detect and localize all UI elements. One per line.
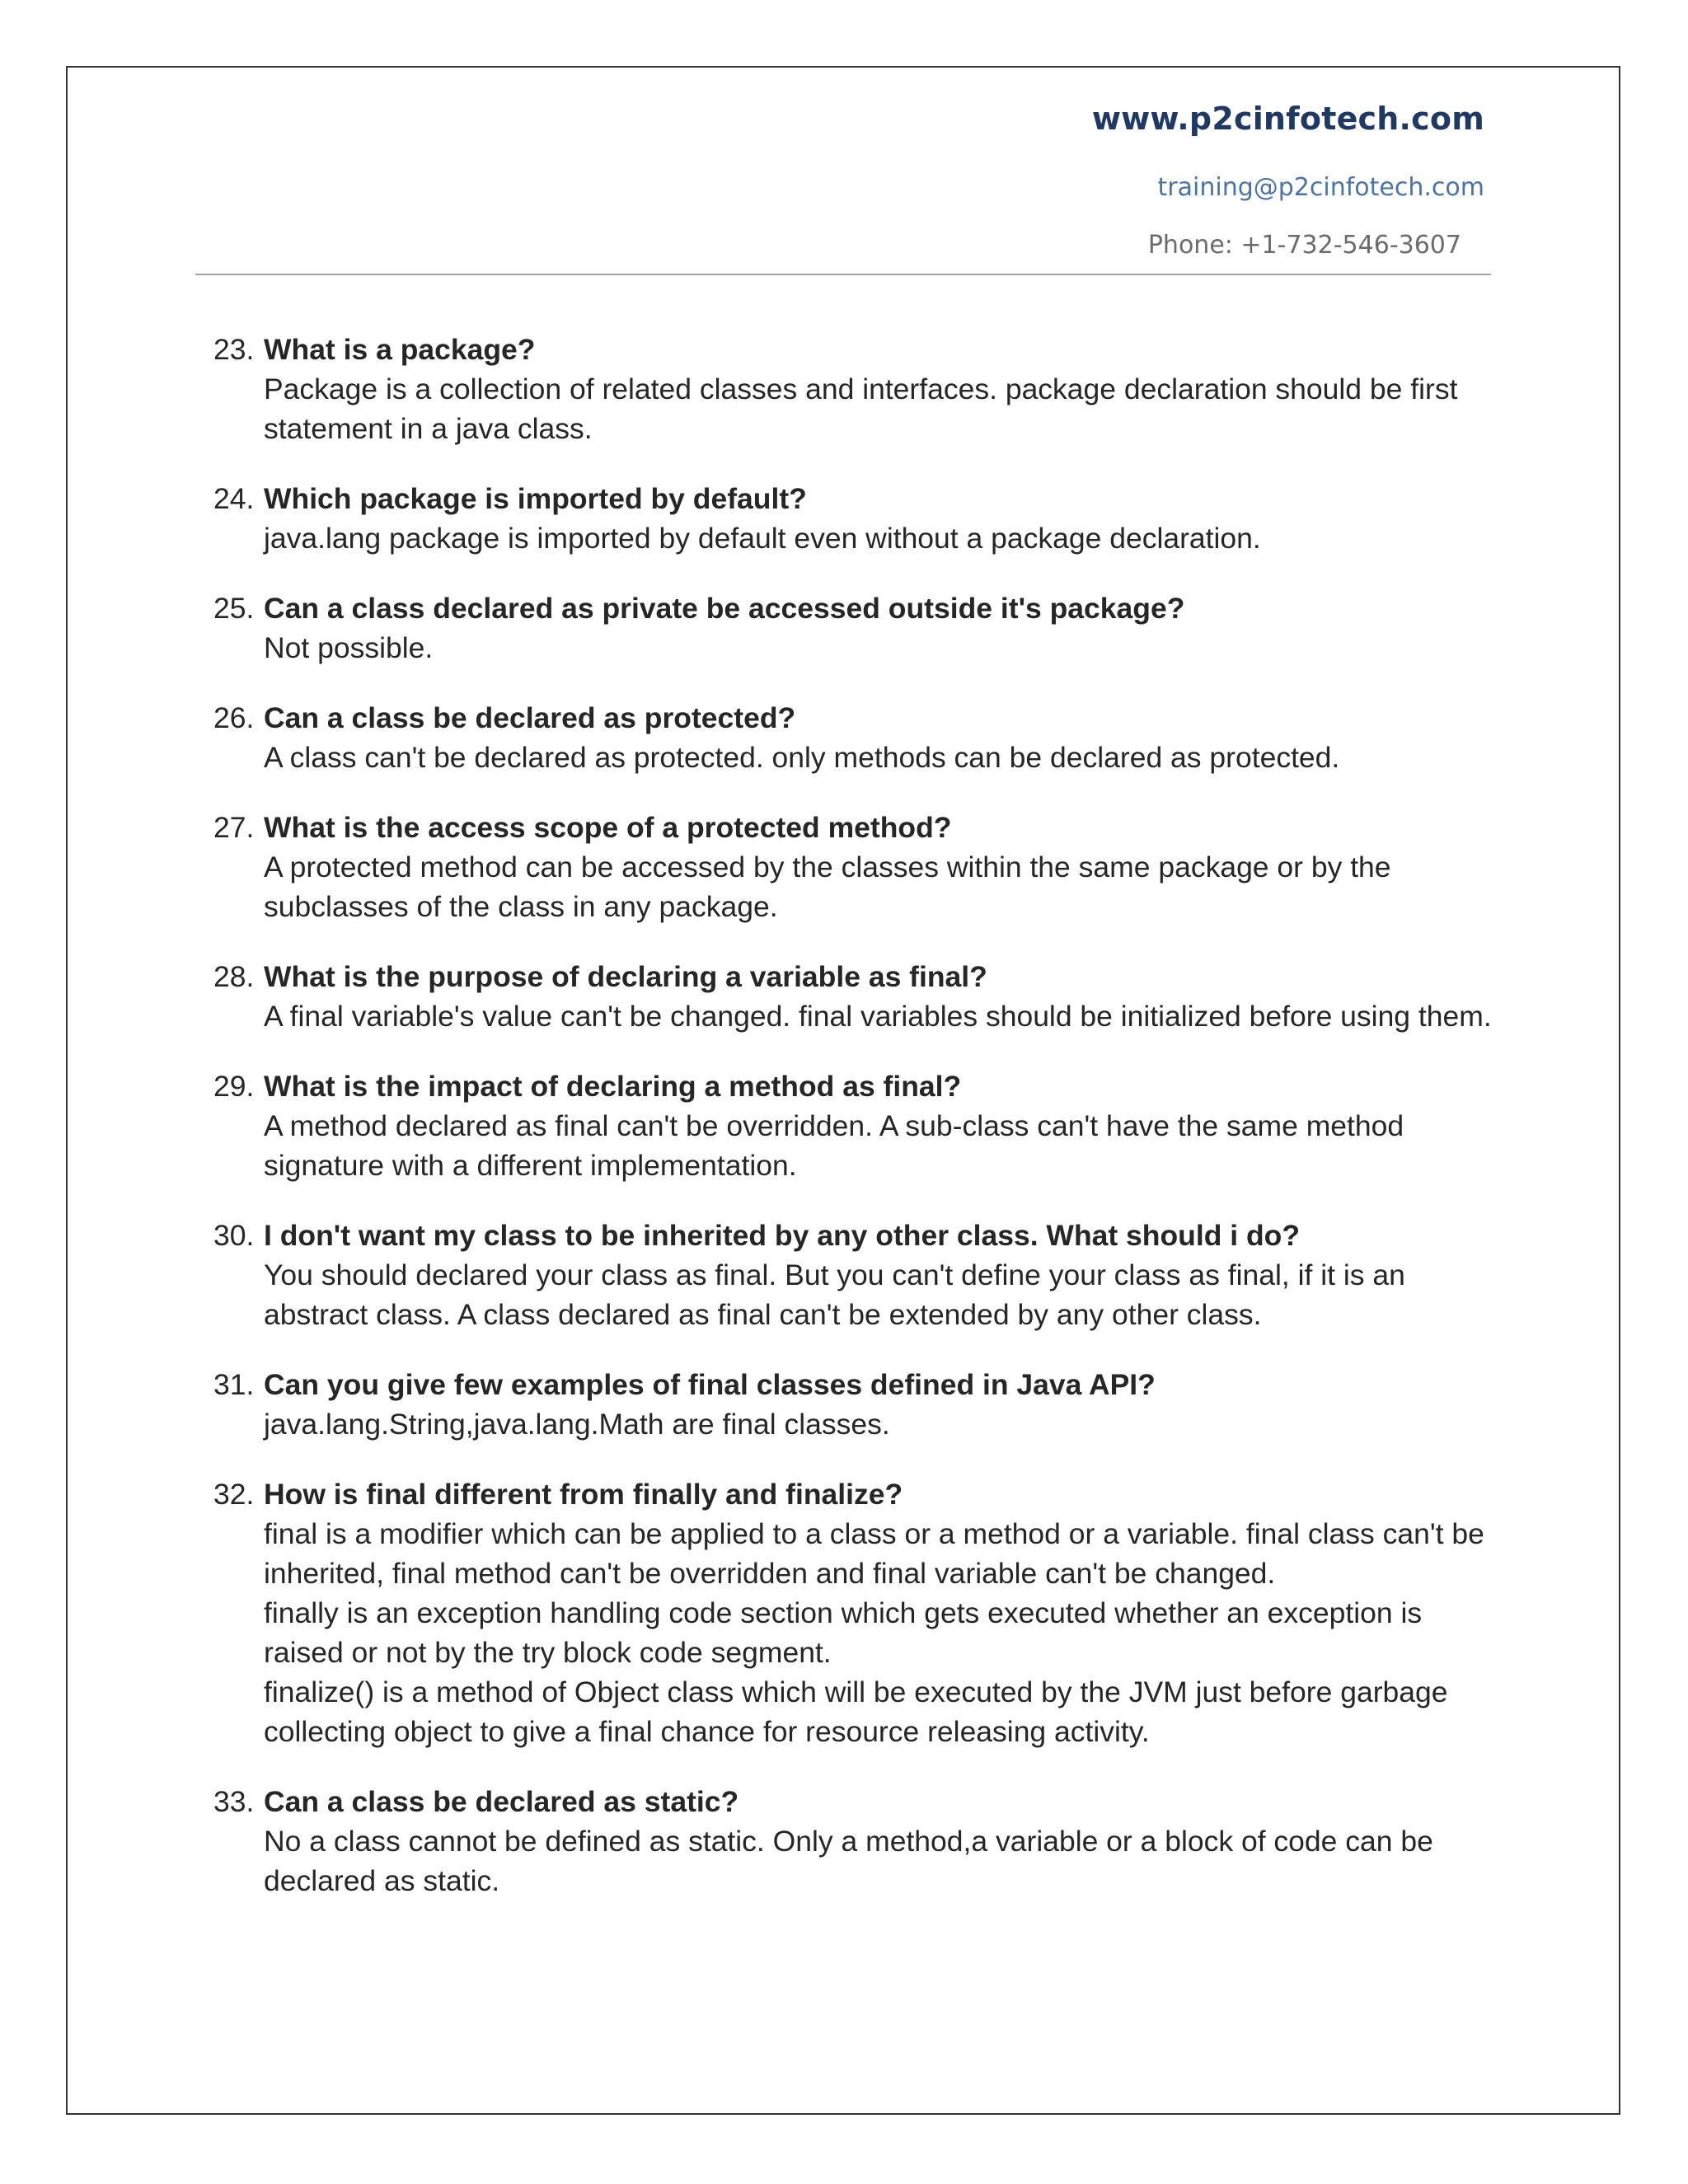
- question-text: What is the impact of declaring a method as final?: [264, 1070, 962, 1103]
- answer-text: You should declared your class as final. But you can't define your class as final, if it is an abstract class. A class declared as final can't be extended by any other class.: [264, 1258, 1405, 1331]
- website-url: www.p2cinfotech.com: [1091, 101, 1484, 137]
- question-number: 26.: [213, 701, 255, 734]
- contact-phone: Phone: +1-732-546-3607: [1147, 231, 1461, 260]
- qa-item: [210, 957, 1504, 1036]
- question-text: What is the access scope of a protected method?: [264, 811, 952, 844]
- qa-item: [210, 479, 1504, 558]
- question-number: 27.: [213, 811, 255, 844]
- question-text: Can a class be declared as protected?: [264, 701, 796, 734]
- qa-item: [210, 1066, 1504, 1185]
- answer-text: finally is an exception handling code section which gets executed whether an exception is raised or not by the try block code segment.: [264, 1596, 1423, 1669]
- answer-text: java.lang package is imported by default even without a package declaration.: [264, 522, 1261, 555]
- qa-item: [210, 1782, 1504, 1900]
- answer-text: A protected method can be accessed by the classes within the same package or by the subclasses of the class in any package.: [264, 851, 1391, 923]
- answer-text: No a class cannot be defined as static. Only a method,a variable or a block of code can be declared as static.: [264, 1825, 1433, 1897]
- answer-text: A final variable's value can't be changed. final variables should be initialized before using them.: [264, 1000, 1492, 1033]
- answer-text: A method declared as final can't be overridden. A sub-class can't have the same method signature with a different implementation.: [264, 1109, 1404, 1182]
- question-number: 28.: [213, 960, 255, 993]
- question-text: How is final different from finally and finalize?: [264, 1478, 903, 1511]
- qa-item: [210, 698, 1504, 777]
- question-number: 30.: [213, 1219, 255, 1252]
- qa-item: [210, 1216, 1504, 1334]
- qa-list: [210, 330, 1504, 1931]
- question-text: Can a class declared as private be accessed outside it's package?: [264, 592, 1185, 625]
- answer-text: A class can't be declared as protected. only methods can be declared as protected.: [264, 741, 1340, 774]
- qa-item: [210, 588, 1504, 668]
- question-text: I don't want my class to be inherited by any other class. What should i do?: [264, 1219, 1301, 1252]
- page-header: [195, 97, 1491, 275]
- qa-item: [210, 1365, 1504, 1444]
- question-text: What is a package?: [264, 333, 536, 366]
- question-number: 32.: [213, 1478, 255, 1511]
- question-number: 23.: [213, 333, 255, 366]
- qa-item: [210, 808, 1504, 926]
- qa-item: [210, 1474, 1504, 1751]
- answer-text: Package is a collection of related classes and interfaces. package declaration should be first statement in a java class.: [264, 373, 1458, 445]
- question-text: Can you give few examples of final classes defined in Java API?: [264, 1368, 1156, 1401]
- question-number: 25.: [213, 592, 255, 625]
- question-number: 33.: [213, 1785, 255, 1818]
- question-number: 24.: [213, 482, 255, 515]
- question-text: What is the purpose of declaring a variable as final?: [264, 960, 987, 993]
- question-number: 29.: [213, 1070, 255, 1103]
- answer-text: Not possible.: [264, 631, 434, 664]
- question-text: Which package is imported by default?: [264, 482, 807, 515]
- question-number: 31.: [213, 1368, 255, 1401]
- answer-text: final is a modifier which can be applied to a class or a method or a variable. final class can't be inherited, final method can't be overridden and final variable can't be changed.: [264, 1517, 1484, 1590]
- question-text: Can a class be declared as static?: [264, 1785, 739, 1818]
- answer-text: finalize() is a method of Object class which will be executed by the JVM just before garbage collecting object to give a final chance for resource releasing activity.: [264, 1675, 1448, 1748]
- answer-text: java.lang.String,java.lang.Math are final classes.: [264, 1408, 890, 1441]
- qa-item: [210, 330, 1504, 448]
- contact-email: training@p2cinfotech.com: [1157, 173, 1484, 202]
